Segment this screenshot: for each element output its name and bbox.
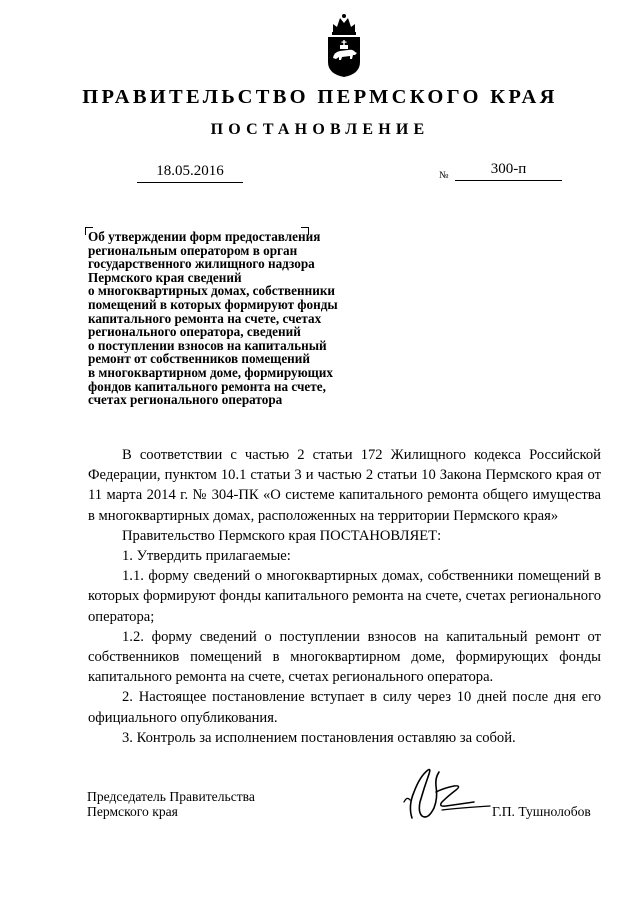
subject-line: капитального ремонта на счете, счетах — [88, 310, 322, 326]
number-sign: № — [439, 170, 449, 181]
subject-line: Пермского края сведений — [88, 269, 242, 285]
subject-line: фондов капитального ремонта на счете, — [88, 378, 326, 394]
resolution-paragraph: Правительство Пермского края ПОСТАНОВЛЯЕТ: — [122, 527, 442, 544]
preamble-paragraph: В соответствии с частью 2 статьи 172 Жилищного кодекса Российской Федерации, пунктом 10.1 статьи 3 и частью 2 статьи 10 Закона Пермского края от 11 марта 2014 г. № 304-ПК «О системе капитального ремонта общего имущества в многоквартирных домах, расположенных на территории Пермского края» — [88, 447, 601, 524]
subject-line: регионального оператора, сведений — [88, 324, 301, 340]
clause-2: 2. Настоящее постановление вступает в силу через 10 дней после дня его официального опубликования. — [88, 689, 601, 726]
document-date — [137, 161, 243, 183]
document-number-value: 300-п — [490, 161, 527, 177]
document-type: ПОСТАНОВЛЕНИЕ — [210, 121, 430, 138]
subject-line: о многоквартирных домах, собственники — [88, 283, 336, 299]
signer-position-line: Председатель Правительства — [87, 789, 255, 804]
clause-1-1: 1.1. форму сведений о многоквартирных домах, собственники помещений в которых формируют фонды капитального ремонта на счете, счетах регионального оператора; — [88, 568, 601, 625]
subject-line: Об утверждении форм предоставления — [88, 229, 321, 244]
document-date-value: 18.05.2016 — [156, 163, 224, 179]
subject-line: государственного жилищного надзора — [88, 256, 315, 272]
subject-line: ремонт от собственников помещений — [88, 351, 310, 367]
subject-line: помещений в которых формируют фонды — [88, 296, 338, 312]
subject-line: в многоквартирном доме, формирующих — [88, 364, 333, 380]
clause-1: 1. Утвердить прилагаемые: — [122, 548, 291, 565]
signer-position — [87, 790, 255, 819]
subject-line: региональным оператором в орган — [88, 242, 298, 258]
signer-position-line: Пермского края — [87, 803, 178, 819]
subject-line: счетах регионального оператора — [88, 392, 283, 408]
signer-name: Г.П. Тушнолобов — [492, 804, 591, 819]
document-number — [455, 159, 562, 181]
clause-3: 3. Контроль за исполнением постановления оставляю за собой. — [122, 729, 516, 746]
clause-1-2: 1.2. форму сведений о поступлении взносов на капитальный ремонт от собственников помещений в многоквартирном доме, формирующих фонды капитального ремонта на счете, счетах регионального оператора. — [88, 628, 601, 686]
document-subject — [88, 230, 388, 407]
government-title: ПРАВИТЕЛЬСТВО ПЕРМСКОГО КРАЯ — [82, 86, 558, 108]
coat-of-arms-icon — [324, 12, 364, 78]
handwritten-signature-icon — [398, 762, 498, 824]
subject-line: о поступлении взносов на капитальный — [88, 337, 327, 353]
document-body — [88, 445, 601, 748]
